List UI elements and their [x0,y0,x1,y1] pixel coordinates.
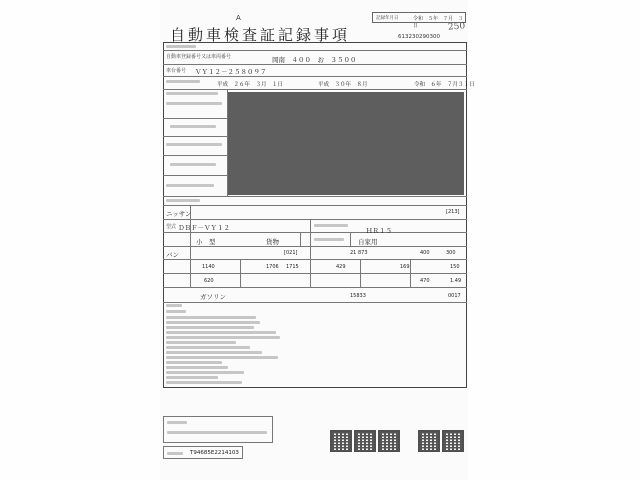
remark-line [166,310,186,313]
rule [410,259,411,287]
notice-heading [167,421,187,424]
model-label: 型式 [166,224,177,230]
rule [163,196,467,197]
rule [300,232,301,246]
record-date-value: 令和 ５年 ７月 ３日 [413,16,464,29]
manufacturer-code: [213] [446,209,460,215]
remark-line [166,356,278,359]
displacement-value: 1.49 [450,278,462,284]
model-value: ＤＢＦ－ＶＹ１２ [178,224,230,232]
rule [163,50,467,51]
qr-code [418,430,440,452]
remark-line [166,326,254,329]
rule [163,232,467,233]
height-value: 150 [450,264,460,270]
remark-line [166,351,262,354]
chassis-label: 車台番号 [166,68,187,74]
rule [163,219,467,220]
cert-date-value: 平成 ３０年 ８月 [318,82,368,88]
notice-line [167,431,267,434]
first-registration-value: 平成 ２６年 ３月 １日 [217,82,284,88]
remark-line [166,316,256,319]
qr-code [378,430,400,452]
label-placeholder [166,102,222,105]
record-date-caption: 記録年月日 [376,16,399,21]
remark-line [166,321,260,324]
rule [163,89,467,90]
section-heading-placeholder [166,199,200,202]
section-heading-placeholder [166,92,218,95]
handwritten-note: 250 [447,21,466,33]
label-placeholder [166,80,200,83]
registration-value: 岡南 ４００ お ３５００ [272,56,357,64]
ownership-value: 自家用 [358,238,378,246]
expiry-value: 令和 ６年 ７月３１日 [414,82,475,88]
qr-code [330,430,352,452]
body-code: [021] [284,250,298,256]
section-heading-placeholder [166,304,182,307]
qr-code [354,430,376,452]
redacted-owner-block [228,92,464,195]
vehicle-id-value: T94685E2214103 [190,450,239,456]
width-value: 169 [400,264,410,270]
label-placeholder [170,125,216,128]
document-mark: A [236,14,241,22]
rule [163,64,467,65]
rule [360,259,361,287]
label-placeholder [170,163,216,166]
weight-2: 1706 [266,264,279,270]
remark-line [166,331,276,334]
length-value: 429 [336,264,346,270]
label-placeholder [314,238,344,241]
axle-front: 620 [204,278,214,284]
rule [163,175,227,176]
engine-value: ＨＲ１５ [366,227,392,235]
usage-value: 貨物 [266,238,279,246]
registration-label: 自動車登録番号又は車両番号 [166,54,232,60]
axle-rear: 470 [420,278,430,284]
rule [163,118,227,119]
label-placeholder [314,224,348,227]
rule [240,259,241,287]
remark-line [166,346,250,349]
label-placeholder [166,143,222,146]
section-heading-placeholder [166,45,196,48]
manufacturer-value: ニッサン [166,210,192,218]
qr-code [442,430,464,452]
label-placeholder [166,184,214,187]
rule [163,259,467,260]
notice-box [163,416,273,443]
rule [310,219,311,287]
remark-line [166,371,244,374]
rule [163,155,227,156]
fuel-value: ガソリン [200,293,226,301]
serial-number: 613230290300 [398,34,440,40]
size-value: 小 型 [196,238,216,246]
remark-line [166,376,218,379]
remark-line [166,366,228,369]
remark-line [166,336,280,339]
capacity-3: 300 [446,250,456,256]
model-number: 15833 [350,293,366,299]
capacity-note: 21 873 [350,250,368,256]
rule [163,273,467,274]
rule [163,246,467,247]
weight-1: 1140 [202,264,215,270]
weight-3: 1715 [286,264,299,270]
rule [163,302,467,303]
remark-line [166,341,236,344]
remark-line [166,381,242,384]
rule [163,136,227,137]
chassis-value: ＶＹ１２－２５８０９７ [195,68,267,76]
vehicle-id-label [167,452,183,455]
vehicle-id-box [163,446,243,459]
rule [163,287,467,288]
body-value: バン [166,251,179,259]
rule [350,232,351,246]
rule [163,205,467,206]
class-number: 0017 [448,293,461,299]
capacity-2: 400 [420,250,430,256]
document-title: 自動車検査証記録事項 [170,26,351,44]
remark-line [166,361,222,364]
rule [163,76,467,77]
